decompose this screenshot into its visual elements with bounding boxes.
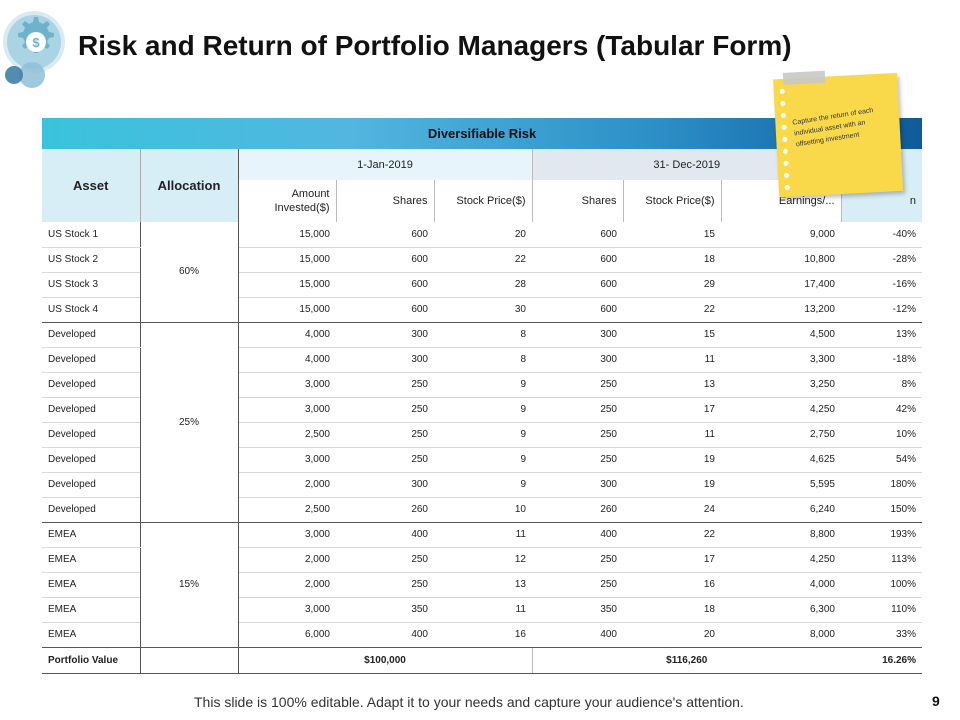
gear-dollar-icon [2,4,68,90]
stock-price-header-2: Stock Price($) [623,180,721,222]
asset-cell: EMEA [42,547,140,572]
value-cell: 13% [841,322,922,347]
value-cell: 150% [841,497,922,522]
value-cell: 10 [434,497,532,522]
value-cell: 8 [434,322,532,347]
asset-cell: Developed [42,497,140,522]
table-row [42,522,922,547]
asset-header: Asset [42,149,140,222]
value-cell: 2,750 [721,422,841,447]
value-cell: 54% [841,447,922,472]
shares-header-1: Shares [336,180,434,222]
value-cell: 250 [336,447,434,472]
value-cell: 3,000 [238,397,336,422]
value-cell: 250 [336,422,434,447]
value-cell: 22 [623,522,721,547]
value-cell: 18 [623,597,721,622]
value-cell: 6,300 [721,597,841,622]
value-cell: 3,250 [721,372,841,397]
value-cell: 13,200 [721,297,841,322]
value-cell: 11 [623,422,721,447]
total-final-value: $116,260 [532,647,841,673]
total-initial-value: $100,000 [238,647,532,673]
value-cell: 113% [841,547,922,572]
value-cell: 4,000 [721,572,841,597]
value-cell: 4,250 [721,397,841,422]
value-cell: 28 [434,272,532,297]
value-cell: 9 [434,397,532,422]
asset-cell: Developed [42,347,140,372]
value-cell: 20 [623,622,721,647]
value-cell: -18% [841,347,922,372]
value-cell: 100% [841,572,922,597]
sticky-note-text: Capture the return of each individual asset with an offsetting investment [792,107,874,149]
svg-text:$: $ [32,35,40,50]
asset-cell: Developed [42,372,140,397]
total-return-value: 16.26% [841,647,922,673]
value-cell: 6,000 [238,622,336,647]
asset-cell: US Stock 1 [42,222,140,247]
asset-cell: US Stock 4 [42,297,140,322]
value-cell: 2,000 [238,572,336,597]
value-cell: 400 [336,622,434,647]
value-cell: 16 [623,572,721,597]
asset-cell: US Stock 2 [42,247,140,272]
asset-cell: Developed [42,472,140,497]
value-cell: 24 [623,497,721,522]
value-cell: 15,000 [238,297,336,322]
page-title: Risk and Return of Portfolio Managers (Tabular Form) [78,30,792,61]
asset-cell: EMEA [42,597,140,622]
date2-header: 31- Dec-2019 [532,149,841,180]
value-cell: 600 [336,247,434,272]
value-cell: -12% [841,297,922,322]
value-cell: 9 [434,447,532,472]
allocation-header: Allocation [140,149,238,222]
value-cell: 4,500 [721,322,841,347]
value-cell: 4,000 [238,347,336,372]
value-cell: 260 [336,497,434,522]
value-cell: 300 [532,472,623,497]
earnings-header: Earnings/... [721,180,841,222]
value-cell: 5,595 [721,472,841,497]
value-cell: 300 [336,347,434,372]
asset-cell: Developed [42,447,140,472]
value-cell: 600 [336,297,434,322]
diversifiable-risk-band: Diversifiable Risk [42,118,922,149]
table-row [42,322,922,347]
value-cell: 350 [532,597,623,622]
value-cell: 22 [434,247,532,272]
value-cell: 9 [434,422,532,447]
value-cell: 6,240 [721,497,841,522]
page-number: 9 [932,693,940,709]
value-cell: 250 [336,372,434,397]
value-cell: 17 [623,547,721,572]
value-cell: 180% [841,472,922,497]
value-cell: 300 [532,347,623,372]
value-cell: 193% [841,522,922,547]
value-cell: 600 [532,297,623,322]
value-cell: -16% [841,272,922,297]
value-cell: 10,800 [721,247,841,272]
value-cell: 11 [434,597,532,622]
value-cell: 250 [532,422,623,447]
value-cell: 300 [336,472,434,497]
value-cell: 300 [336,322,434,347]
asset-cell: US Stock 3 [42,272,140,297]
asset-cell: Developed [42,397,140,422]
value-cell: 3,300 [721,347,841,372]
value-cell: 600 [532,222,623,247]
value-cell: 8% [841,372,922,397]
value-cell: 2,000 [238,472,336,497]
table-row [42,222,922,247]
value-cell: 4,625 [721,447,841,472]
value-cell: 30 [434,297,532,322]
value-cell: 15 [623,322,721,347]
value-cell: 20 [434,222,532,247]
total-blank [140,647,238,673]
value-cell: 110% [841,597,922,622]
value-cell: 11 [434,522,532,547]
value-cell: 3,000 [238,522,336,547]
value-cell: 600 [532,272,623,297]
value-cell: 19 [623,472,721,497]
value-cell: 8,800 [721,522,841,547]
portfolio-value-label: Portfolio Value [42,647,140,673]
value-cell: 250 [532,447,623,472]
value-cell: 15,000 [238,247,336,272]
value-cell: 250 [532,397,623,422]
value-cell: 300 [532,322,623,347]
value-cell: 8,000 [721,622,841,647]
value-cell: 33% [841,622,922,647]
asset-cell: EMEA [42,572,140,597]
value-cell: 9,000 [721,222,841,247]
value-cell: 250 [336,572,434,597]
value-cell: -40% [841,222,922,247]
value-cell: 42% [841,397,922,422]
value-cell: 22 [623,297,721,322]
sticky-note [773,67,907,200]
allocation-cell: 15% [140,522,238,647]
value-cell: 260 [532,497,623,522]
value-cell: 350 [336,597,434,622]
value-cell: 250 [532,372,623,397]
value-cell: 250 [336,547,434,572]
return-header: n [841,180,922,222]
value-cell: 9 [434,372,532,397]
table-body [42,222,922,673]
asset-cell: Developed [42,422,140,447]
value-cell: 8 [434,347,532,372]
value-cell: 2,000 [238,547,336,572]
value-cell: 15,000 [238,222,336,247]
value-cell: 9 [434,472,532,497]
allocation-cell: 60% [140,222,238,322]
value-cell: 400 [532,522,623,547]
value-cell: 13 [623,372,721,397]
value-cell: 2,500 [238,422,336,447]
value-cell: 18 [623,247,721,272]
value-cell: 250 [532,572,623,597]
value-cell: 10% [841,422,922,447]
allocation-cell: 25% [140,322,238,522]
risk-return-table [42,118,922,674]
asset-cell: Developed [42,322,140,347]
footer-text: This slide is 100% editable. Adapt it to your needs and capture your audience's attention. [194,694,744,710]
value-cell: 3,000 [238,597,336,622]
amount-invested-header: Amount Invested($) [238,180,336,222]
value-cell: 17,400 [721,272,841,297]
value-cell: 15,000 [238,272,336,297]
stock-price-header-1: Stock Price($) [434,180,532,222]
value-cell: 400 [336,522,434,547]
value-cell: 19 [623,447,721,472]
value-cell: 250 [532,547,623,572]
value-cell: 600 [336,222,434,247]
value-cell: 17 [623,397,721,422]
value-cell: 15 [623,222,721,247]
value-cell: 250 [336,397,434,422]
shares-header-2: Shares [532,180,623,222]
value-cell: 2,500 [238,497,336,522]
value-cell: 600 [532,247,623,272]
value-cell: 4,250 [721,547,841,572]
asset-cell: EMEA [42,622,140,647]
value-cell: 16 [434,622,532,647]
value-cell: -28% [841,247,922,272]
sticky-note-tape [783,71,826,85]
value-cell: 12 [434,547,532,572]
portfolio-value-row [42,647,922,673]
value-cell: 4,000 [238,322,336,347]
value-cell: 29 [623,272,721,297]
value-cell: 600 [336,272,434,297]
value-cell: 3,000 [238,447,336,472]
value-cell: 3,000 [238,372,336,397]
value-cell: 400 [532,622,623,647]
date1-header: 1-Jan-2019 [238,149,532,180]
value-cell: 11 [623,347,721,372]
value-cell: 13 [434,572,532,597]
asset-cell: EMEA [42,522,140,547]
